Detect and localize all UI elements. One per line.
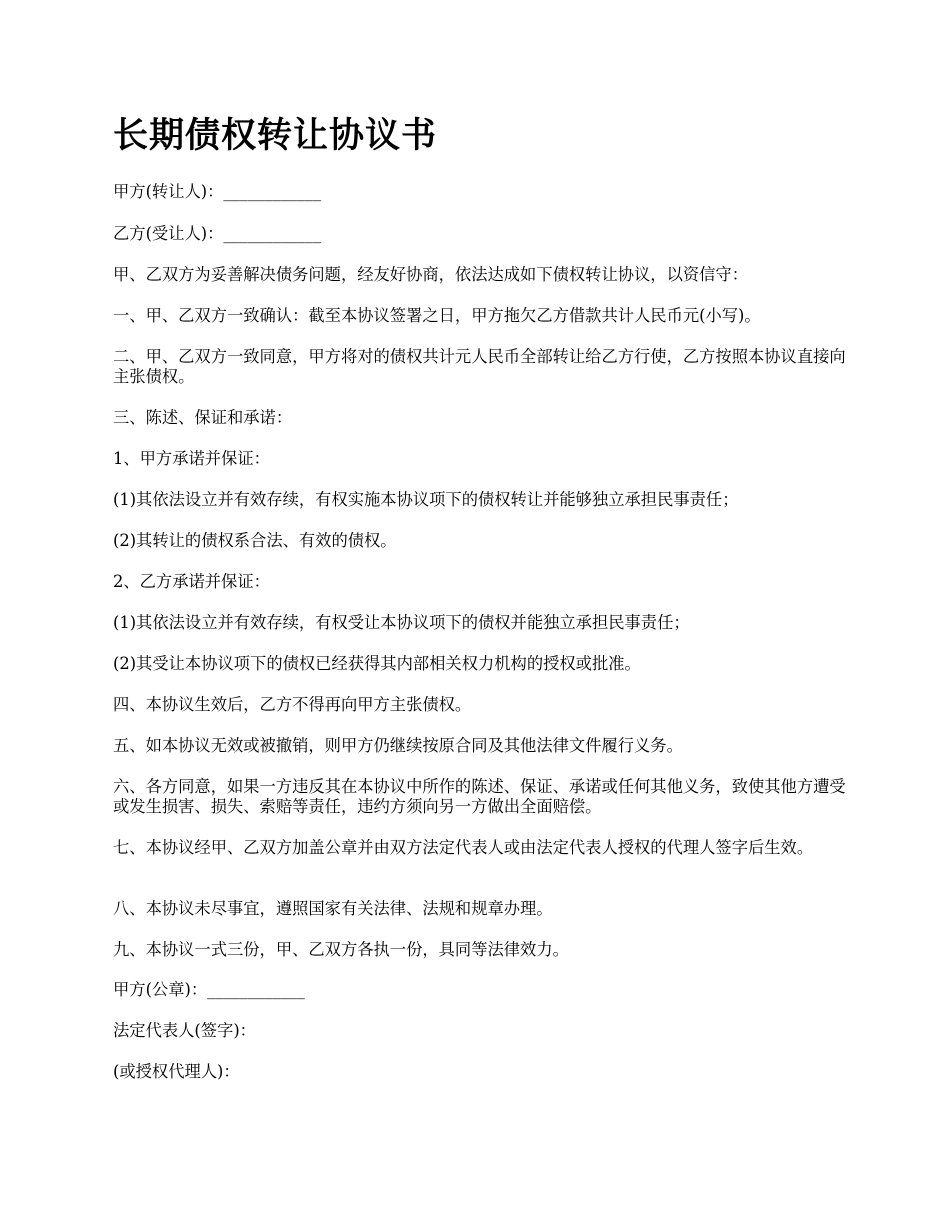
- clause-5-paragraph: 五、如本协议无效或被撤销，则甲方仍继续按原合同及其他法律文件履行义务。: [113, 736, 683, 755]
- clause-4-paragraph: 四、本协议生效后，乙方不得再向甲方主张债权。: [113, 695, 472, 714]
- clause-9-paragraph: 九、本协议一式三份，甲、乙双方各执一份，具同等法律效力。: [113, 940, 569, 959]
- party-b-warranty-item-1: (1)其依法设立并有效存续，有权受让本协议项下的债权并能独立承担民事责任；: [113, 613, 690, 632]
- party-b-warranty-item-2: (2)其受让本协议项下的债权已经获得其内部相关权力机构的授权或批准。: [113, 654, 641, 673]
- party-b-transferee-line: 乙方(受让人)：____________: [113, 224, 322, 243]
- clause-8-paragraph: 八、本协议未尽事宜，遵照国家有关法律、法规和规章办理。: [113, 899, 553, 918]
- party-a-transferor-line: 甲方(转让人)：____________: [113, 182, 322, 201]
- clause-6-paragraph: 六、各方同意，如果一方违反其在本协议中所作的陈述、保证、承诺或任何其他义务，致使其他方遭受或发生损害、损失、索赔等责任，违约方须向另一方做出全面赔偿。: [113, 777, 846, 816]
- party-a-warranty-heading: 1、甲方承诺并保证：: [113, 449, 270, 468]
- authorized-agent-line: (或授权代理人)：: [113, 1062, 240, 1081]
- party-a-warranty-item-2: (2)其转让的债权系合法、有效的债权。: [113, 531, 397, 550]
- clause-7-paragraph: 七、本协议经甲、乙双方加盖公章并由双方法定代表人或由法定代表人授权的代理人签字后生效。: [113, 838, 814, 857]
- party-a-seal-line: 甲方(公章)：____________: [113, 980, 305, 999]
- legal-representative-signature-line: 法定代表人(签字)：: [113, 1021, 256, 1040]
- clause-3-heading: 三、陈述、保证和承诺：: [113, 408, 293, 427]
- party-b-warranty-heading: 2、乙方承诺并保证：: [113, 572, 270, 591]
- clause-1-paragraph: 一、甲、乙双方一致确认：截至本协议签署之日，甲方拖欠乙方借款共计人民币元(小写)。: [113, 306, 761, 325]
- clause-2-paragraph: 二、甲、乙双方一致同意，甲方将对的债权共计元人民币全部转让给乙方行使，乙方按照本协议直接向主张债权。: [113, 347, 846, 386]
- party-a-warranty-item-1: (1)其依法设立并有效存续，有权实施本协议项下的债权转让并能够独立承担民事责任；: [113, 490, 739, 509]
- preamble-paragraph: 甲、乙双方为妥善解决债务问题，经友好协商，依法达成如下债权转让协议，以资信守：: [113, 265, 748, 284]
- document-title: 长期债权转让协议书: [113, 115, 438, 156]
